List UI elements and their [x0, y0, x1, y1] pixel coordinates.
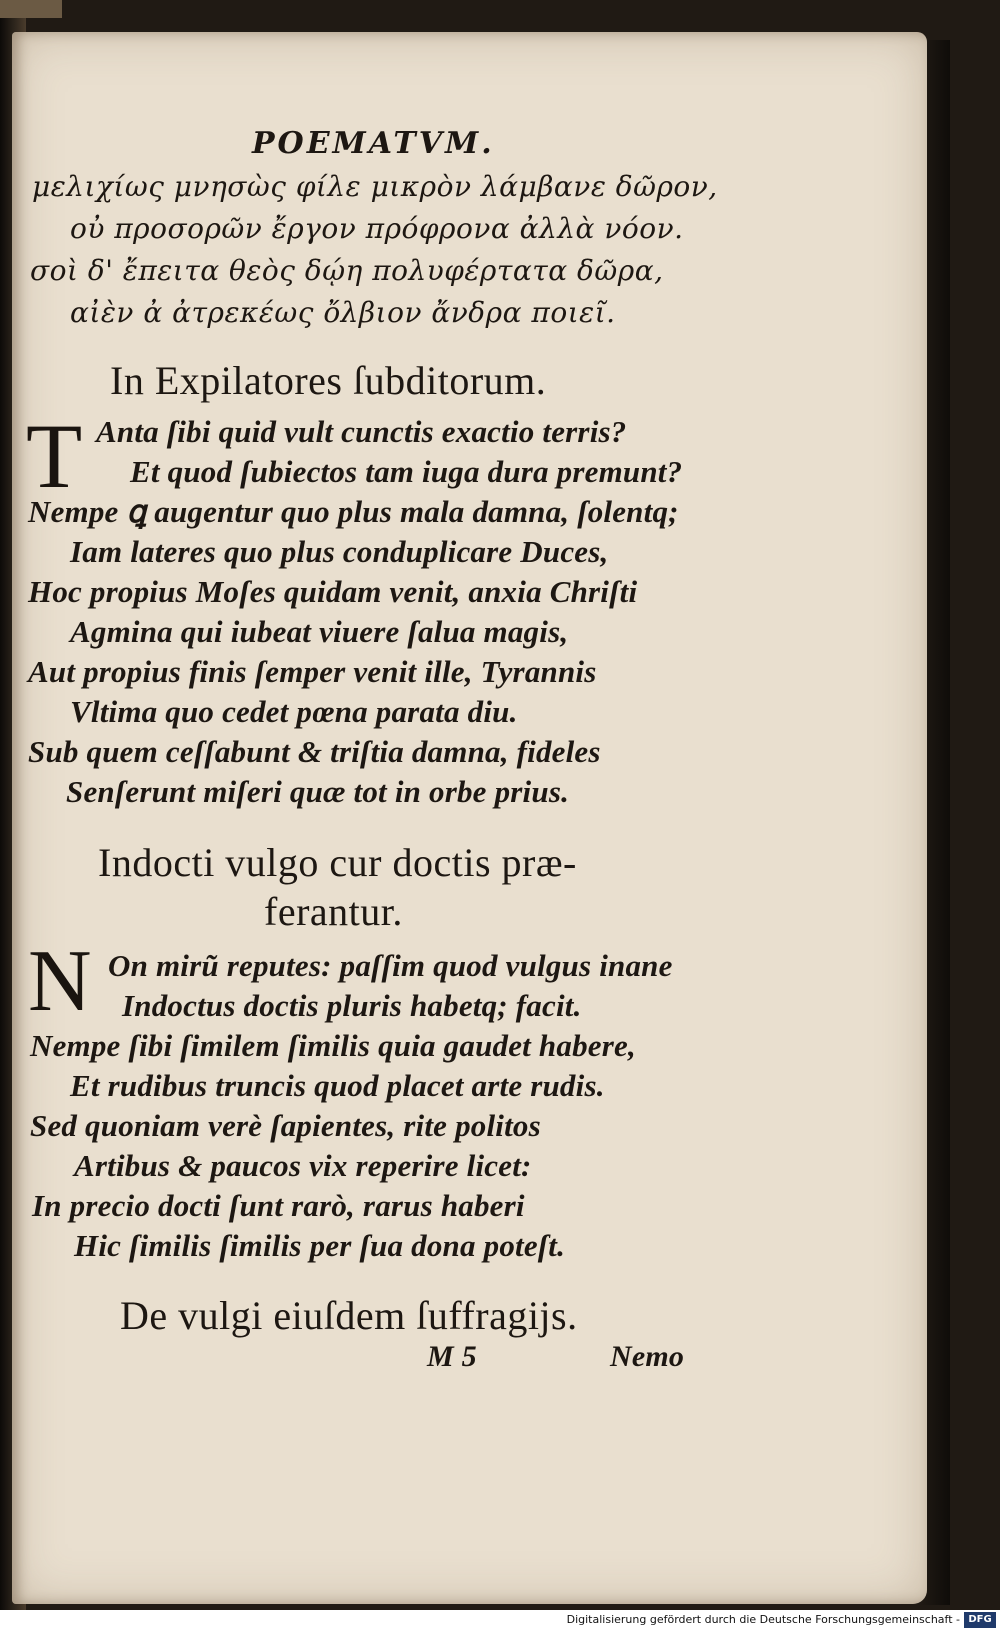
- greek-line: οὐ προσορῶν ἔργον πρόφρονα ἀλλὰ νόον.: [70, 212, 684, 245]
- footer-credit: Digitalisierung gefördert durch die Deutsche Forschungsgemeinschaft -: [566, 1613, 960, 1626]
- verse-line: Indoctus doctis pluris habetq; facit.: [122, 988, 582, 1023]
- greek-line: αἰὲν ἀ ἀτρεκέως ὄλβιον ἄνδρα ποιεῖ.: [70, 296, 616, 329]
- poem-title: Indocti vulgo cur doctis præ-: [98, 840, 577, 885]
- poem-title-continuation: ferantur.: [264, 889, 403, 934]
- verse-line: On mirũ reputes: paſſim quod vulgus inane: [108, 948, 673, 983]
- dfg-logo: DFG: [964, 1612, 996, 1628]
- poem-title: In Expilatores ſubditorum.: [110, 358, 547, 403]
- drop-cap: T: [26, 405, 83, 507]
- verse-line: Aut propius finis ſemper venit ille, Tyrannis: [28, 654, 597, 689]
- verse-line: Sub quem ceſſabunt & triſtia damna, fideles: [28, 734, 601, 769]
- verse-line: Hic ſimilis ſimilis per ſua dona poteſt.: [74, 1228, 566, 1263]
- verse-line: Nempe ſibi ſimilem ſimilis quia gaudet habere,: [30, 1028, 636, 1063]
- book-page: [12, 32, 927, 1604]
- verse-line: Senſerunt miſeri quæ tot in orbe prius.: [66, 774, 570, 809]
- verse-line: Et rudibus truncis quod placet arte rudis.: [70, 1068, 605, 1103]
- verse-line: Artibus & paucos vix reperire licet:: [74, 1148, 532, 1183]
- spine-edge: [0, 0, 62, 18]
- verse-line: Et quod ſubiectos tam iuga dura premunt?: [130, 454, 683, 489]
- verse-line: Anta ſibi quid vult cunctis exactio terris?: [96, 414, 627, 449]
- verse-line: Vltima quo cedet pœna parata diu.: [70, 694, 518, 729]
- running-header: POEMATVM.: [252, 126, 495, 161]
- verse-line: Agmina qui iubeat viuere ſalua magis,: [70, 614, 569, 649]
- catchword: Nemo: [610, 1340, 685, 1373]
- signature-mark: M 5: [427, 1340, 477, 1373]
- verse-line: Sed quoniam verè ſapientes, rite politos: [30, 1108, 541, 1143]
- drop-cap: N: [28, 933, 92, 1030]
- greek-line: σοὶ δ' ἔπειτα θεὸς δῴη πολυφέρτατα δῶρα,: [30, 254, 664, 287]
- verse-line: Iam lateres quo plus conduplicare Duces,: [70, 534, 609, 569]
- verse-line: Nempe ꝗ augentur quo plus mala damna, ſolentq;: [28, 494, 679, 529]
- poem-title: De vulgi eiuſdem ſuffragijs.: [120, 1293, 578, 1338]
- digitization-footer: [0, 1610, 1000, 1631]
- verse-line: In precio docti ſunt rarò, rarus haberi: [32, 1188, 525, 1223]
- verse-line: Hoc propius Moſes quidam venit, anxia Chriſti: [28, 574, 638, 609]
- greek-line: μελιχίως μνησὼς φίλε μικρὸν λάμβανε δῶρον,: [32, 170, 718, 203]
